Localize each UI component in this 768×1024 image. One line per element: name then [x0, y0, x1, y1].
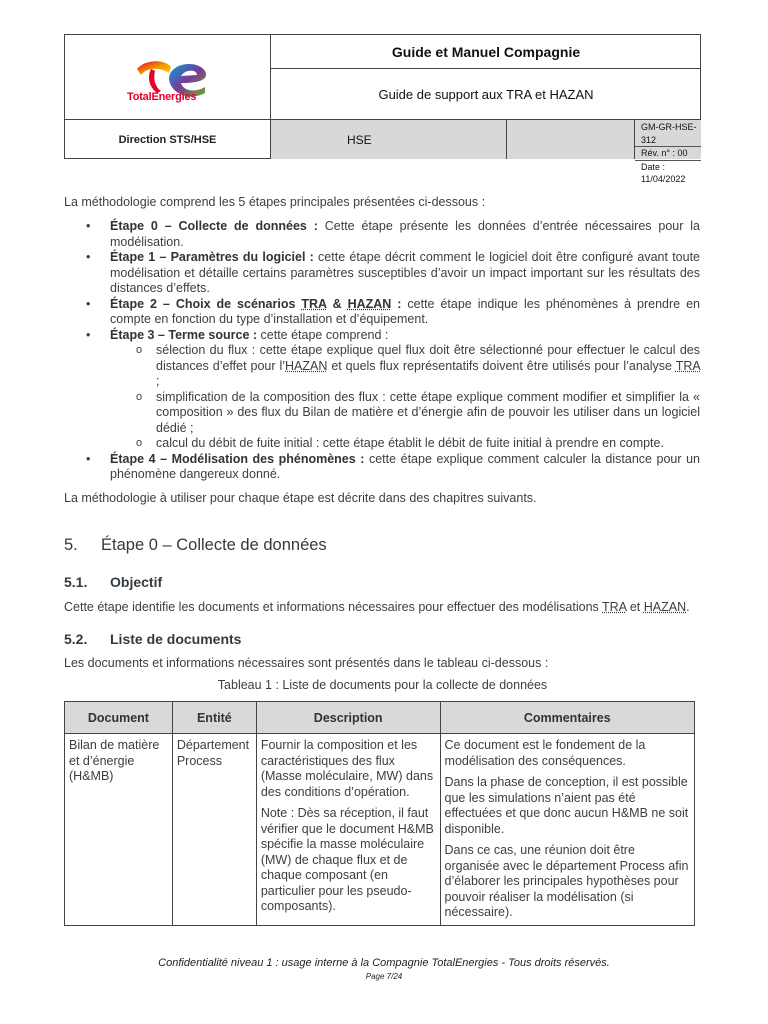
- paragraph-text-end: .: [686, 600, 690, 614]
- step-label: Étape 4 – Modélisation des phénomènes :: [110, 451, 365, 466]
- document-title: Guide et Manuel Compagnie: [271, 35, 701, 69]
- section-heading-5: [64, 536, 327, 555]
- cell-document: Bilan de matière et d’énergie (H&MB): [65, 734, 173, 926]
- step-text: cette étape indique les phénomènes à prendre en compte en fonction du type d’installation et d’équipement.: [110, 296, 700, 326]
- column-header: Document: [65, 702, 173, 734]
- column-header: Entité: [172, 702, 256, 734]
- substep-text: simplification de la composition des flux : cette étape explique comment modifier et simplifier la « composition » des flux du Bilan de matière et d’énergie afin de pouvoir les utiliser dans un logiciel dédié ;: [156, 389, 700, 435]
- reference-block: [635, 120, 701, 184]
- step-text: cette étape décrit comment le logiciel doit être configuré avant toute modélisation et détaille certains paramètres susceptibles d’avoir un impact important sur les résultats des distances d’effets.: [110, 250, 700, 295]
- acronym-tra: TRA: [675, 358, 701, 373]
- step-label: Étape 2 – Choix de scénarios: [110, 296, 302, 311]
- paragraph-text-cont: et: [626, 600, 644, 614]
- confidentiality-footer: Confidentialité niveau 1 : usage interne à la Compagnie TotalEnergies - Tous droits réservés.: [158, 957, 610, 969]
- revision-number: Rév. n° : 00: [635, 147, 701, 161]
- step-text: Cette étape présente les données d’entrée nécessaires pour la modélisation.: [110, 219, 700, 249]
- section-title: Objectif: [110, 574, 163, 590]
- header-empty-cell: [507, 120, 635, 159]
- objective-paragraph: [64, 600, 690, 616]
- acronym-hazan: HAZAN: [643, 600, 687, 614]
- step-text: cette étape comprend :: [257, 327, 389, 342]
- substeps-list: [136, 343, 701, 452]
- acronym-hazan: HAZAN: [347, 296, 392, 311]
- cell-entite: Département Process: [172, 734, 256, 926]
- section-title: Étape 0 – Collecte de données: [101, 536, 327, 554]
- comment-text: Dans la phase de conception, il est possible que les simulations n’aient pas été effectuées et que donc aucun H&MB ne soit disponible.: [444, 775, 689, 836]
- ampersand: &: [326, 296, 348, 311]
- acronym-tra: TRA: [301, 296, 327, 311]
- step-label: Étape 0 – Collecte de données :: [110, 219, 318, 233]
- section-heading-5-2: [64, 631, 241, 647]
- sublist-item: o simplification de la composition des flux : cette étape explique comment modifier et simplifier la « composition » des flux du Bilan de matière et d’énergie afin de pouvoir les utiliser dans un logiciel dédié ;: [136, 389, 700, 435]
- step-label: Étape 3 – Terme source :: [110, 327, 258, 342]
- column-header: Description: [256, 702, 440, 734]
- cell-commentaires: [440, 734, 694, 926]
- table-row: [65, 734, 695, 926]
- intro-paragraph: La méthodologie comprend les 5 étapes principales présentées ci-dessous :: [64, 195, 486, 209]
- list-item: • Étape 0 – Collecte de données : Cette étape présente les données d’entrée nécessaires pour la modélisation.: [86, 219, 700, 249]
- step-text: cette étape explique comment calculer la distance pour un phénomène dangereux donné.: [110, 451, 700, 481]
- list-item: • Étape 2 – Choix de scénarios TRA & HAZAN : cette étape indique les phénomènes à prendre en compte en fonction du type d’installation et d’équipement.: [86, 296, 700, 326]
- table-header-row: [65, 702, 695, 734]
- substep-text: sélection du flux : cette étape explique quel flux doit être sélectionné pour effectuer le calcul des distances d’effet pour l’: [156, 343, 700, 373]
- logo-cell: [65, 35, 271, 120]
- section-heading-5-1: [64, 574, 162, 590]
- column-header: Commentaires: [440, 702, 694, 734]
- steps-list: [86, 219, 701, 483]
- section-number: 5.2.: [64, 631, 88, 647]
- section-title: Liste de documents: [110, 631, 242, 647]
- substep-text-cont: et quels flux représentatifs doivent être utilisés pour l’analyse: [327, 358, 676, 373]
- acronym-tra: TRA: [602, 600, 627, 614]
- domain-label: HSE: [271, 120, 507, 159]
- paragraph-text: Cette étape identifie les documents et informations nécessaires pour effectuer des modélisations: [64, 600, 603, 614]
- page-number: Page 7/24: [365, 972, 403, 981]
- substep-text: calcul du débit de fuite initial : cette étape établit le débit de fuite initial à prendre en compte.: [156, 436, 664, 450]
- documents-paragraph: Les documents et informations nécessaires sont présentés dans le tableau ci-dessous :: [64, 656, 549, 670]
- document-subtitle: Guide de support aux TRA et HAZAN: [271, 69, 701, 120]
- list-item: • Étape 4 – Modélisation des phénomènes : cette étape explique comment calculer la distance pour un phénomène dangereux donné.: [86, 451, 700, 481]
- acronym-hazan: HAZAN: [285, 358, 328, 373]
- cell-description: [256, 734, 440, 926]
- step-label-end: :: [391, 296, 402, 311]
- outro-paragraph: La méthodologie à utiliser pour chaque étape est décrite dans des chapitres suivants.: [64, 491, 537, 505]
- table-caption: Tableau 1 : Liste de documents pour la collecte de données: [217, 678, 548, 692]
- list-item: • Étape 1 – Paramètres du logiciel : cette étape décrit comment le logiciel doit être configuré avant toute modélisation et détaille certains paramètres susceptibles d’avoir un impact important sur les résultats des distances d’effets.: [86, 250, 700, 295]
- reference-code: GM-GR-HSE-312: [635, 121, 701, 147]
- step-label: Étape 1 – Paramètres du logiciel :: [110, 250, 314, 264]
- revision-date: Date : 11/04/2022: [641, 161, 686, 184]
- sublist-item: o calcul du débit de fuite initial : cette étape établit le débit de fuite initial à prendre en compte.: [136, 436, 664, 450]
- section-number: 5.1.: [64, 574, 88, 590]
- sublist-item: o sélection du flux : cette étape explique quel flux doit être sélectionné pour effectuer le calcul des distances d’effet pour l’HAZAN et quels flux représentatifs doivent être utilisés pour l’analyse TRA ;: [136, 343, 701, 388]
- logo-wordmark: TotalEnergies: [127, 91, 197, 103]
- comment-text: Ce document est le fondement de la modélisation des conséquences.: [444, 738, 646, 768]
- list-item: • Étape 3 – Terme source : cette étape comprend :: [86, 327, 389, 342]
- section-number: 5.: [64, 536, 78, 554]
- description-note: Note : Dès sa réception, il faut vérifier que le document H&MB spécifie la masse moléculaire (MW) de chaque flux et de chaque composant (en particulier pour les pseudo-composants).: [260, 806, 434, 913]
- substep-text-end: ;: [156, 374, 160, 388]
- document-header: [64, 34, 701, 184]
- description-text: Fournir la composition et les caractéristiques des flux (Masse moléculaire, MW) dans des conditions d’opération.: [260, 738, 434, 799]
- direction-label: Direction STS/HSE: [65, 120, 271, 159]
- comment-text: Dans ce cas, une réunion doit être organisée avec le département Process afin d’élaborer les principales hypothèses pour pouvoir réaliser la modélisation (si nécessaire).: [444, 843, 689, 919]
- documents-table: [64, 701, 695, 926]
